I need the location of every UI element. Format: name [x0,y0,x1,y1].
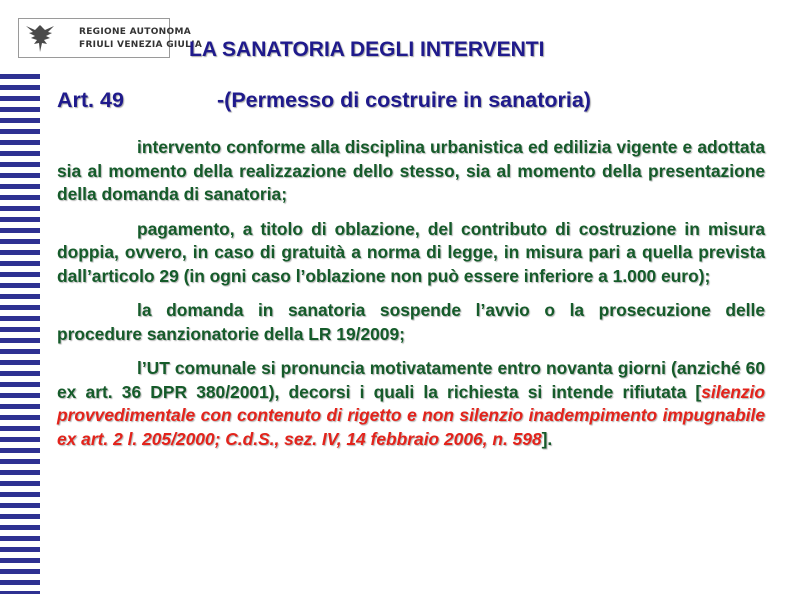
paragraph-ut-text: l’UT comunale si pronuncia motivatamente entro novanta giorni (anziché 60 ex art. 36 DPR 380/2001), decorsi i quali la richiesta si intende rifiutata [ [57,358,765,402]
citation-text: silenzio provvedimentale con contenuto di rigetto e non silenzio inadempimento impugnabile ex art. 2 l. 205/2000; C.d.S., sez. IV, 14 febbraio 2006, n. 598 [57,381,765,449]
paragraph-ut-decision [57,357,765,451]
region-logo [18,18,203,58]
paragraph-payment: pagamento, a titolo di oblazione, del contributo di costruzione in misura doppia, ovvero, in caso di gratuità a norma di legge, in misura pari a quella prevista dall’articolo 29 (in ogni caso l’oblazione non può essere inferiore a 1.000 euro); [57,218,765,286]
slide-body [57,136,765,462]
eagle-emblem-icon [23,22,57,54]
article-heading [57,88,777,113]
article-title: -(Permesso di costruire in sanatoria) [217,88,591,112]
paragraph-ut-end: ]. [541,428,553,449]
article-number: Art. 49 [57,88,124,112]
paragraph-suspension: la domanda in sanatoria sospende l’avvio o la prosecuzione delle procedure sanzionatorie della LR 19/2009; [57,300,765,344]
logo-line-2: FRIULI VENEZIA GIULIA [79,40,203,50]
page-title: LA SANATORIA DEGLI INTERVENTI [189,38,545,61]
decorative-side-stripes [0,74,40,594]
paragraph-conformity: intervento conforme alla disciplina urbanistica ed edilizia vigente e adottata sia al momento della realizzazione dello stesso, sia al momento della presentazione della domanda di sanatoria; [57,137,765,204]
logo-line-1: REGIONE AUTONOMA [79,27,191,37]
